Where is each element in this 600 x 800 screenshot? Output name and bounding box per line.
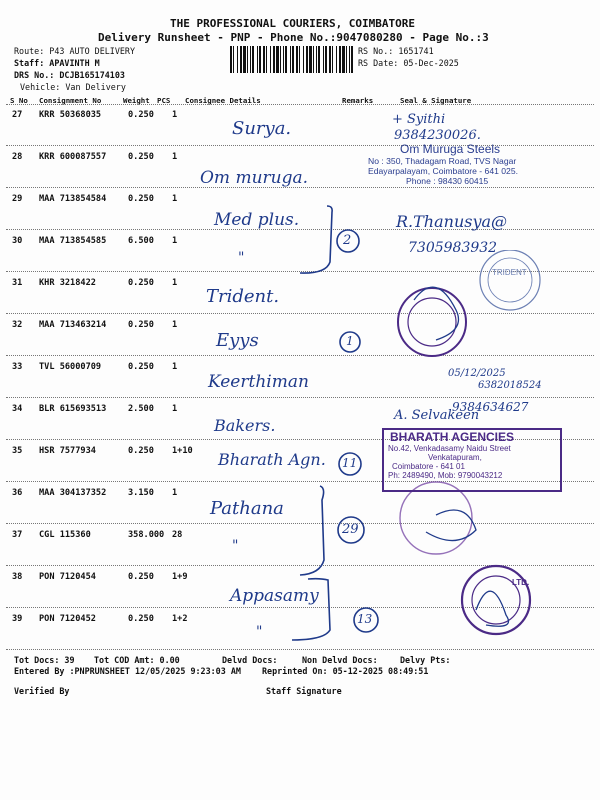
- vehicle-text: Vehicle: Van Delivery: [20, 82, 126, 92]
- row-weight: 3.150: [128, 488, 154, 498]
- handwritten-consignee: Bharath Agn.: [218, 450, 326, 469]
- barcode-bar: [276, 46, 279, 73]
- barcode-bar: [339, 46, 341, 73]
- barcode-bar: [230, 46, 232, 73]
- row-pcs: 1: [172, 236, 178, 246]
- footer-tot-docs: Tot Docs: 39: [14, 655, 75, 665]
- stamp-address: Coimbatore - 641 01: [392, 462, 465, 471]
- stamp-title: BHARATH AGENCIES: [390, 430, 515, 444]
- row-pcs: 1+2: [172, 614, 188, 624]
- row-pcs: 1: [172, 320, 178, 330]
- signature-date: 05/12/2025: [448, 368, 506, 379]
- barcode-bar: [273, 46, 275, 73]
- row-weight: 358.000: [128, 530, 165, 540]
- col-consignment: Consignment No: [39, 96, 102, 105]
- barcode-bar: [303, 46, 304, 73]
- om-muruga-stamp: [368, 142, 518, 186]
- company-title: THE PROFESSIONAL COURIERS, COIMBATORE: [170, 17, 416, 30]
- signature-phone: 9384634627: [452, 400, 529, 414]
- row-sno: 32: [12, 320, 23, 330]
- row-weight: 2.500: [128, 404, 154, 414]
- row-pcs: 1+9: [172, 572, 188, 582]
- row-consignment: PON 7120454: [39, 572, 96, 582]
- footer-delvd-docs: Delvd Docs:: [222, 655, 278, 665]
- footer-entered-by: Entered By :PNPRUNSHEET 12/05/2025 9:23:03 AM: [14, 666, 241, 676]
- barcode-bar: [299, 46, 300, 73]
- barcode-bar: [346, 46, 347, 73]
- footer-reprinted: Reprinted On: 05-12-2025 08:49:51: [262, 666, 429, 676]
- footer-tot-cod: Tot COD Amt: 0.00: [94, 655, 180, 665]
- footer-non-delvd-docs: Non Delvd Docs:: [302, 655, 378, 665]
- handwritten-consignee: Om muruga.: [200, 168, 309, 188]
- row-sno: 39: [12, 614, 23, 624]
- col-sno: S No: [10, 96, 28, 105]
- row-consignment: KHR 3218422: [39, 278, 96, 288]
- handwritten-consignee: Trident.: [206, 286, 280, 307]
- col-consignee: Consignee Details: [185, 96, 261, 105]
- footer-verified-by: Verified By: [14, 686, 70, 696]
- handwritten-consignee: Med plus.: [214, 210, 300, 230]
- row-weight: 0.250: [128, 194, 154, 204]
- row-weight: 6.500: [128, 236, 154, 246]
- barcode: [230, 46, 354, 73]
- barcode-bar: [257, 46, 258, 73]
- footer-delvy-pts: Delvy Pts:: [400, 655, 451, 665]
- handwritten-consignee: Keerthiman: [208, 372, 309, 392]
- barcode-bar: [342, 46, 345, 73]
- row-pcs: 1: [172, 404, 178, 414]
- row-pcs: 1: [172, 194, 178, 204]
- row-sno: 35: [12, 446, 23, 456]
- barcode-bar: [323, 46, 324, 73]
- row-pcs: 1: [172, 362, 178, 372]
- row-sno: 33: [12, 362, 23, 372]
- col-seal: Seal & Signature: [400, 96, 472, 105]
- row-sno: 28: [12, 152, 23, 162]
- row-pcs: 1: [172, 488, 178, 498]
- barcode-bar: [325, 46, 327, 73]
- barcode-bar: [283, 46, 284, 73]
- col-pcs: PCS: [157, 96, 171, 105]
- barcode-bar: [336, 46, 337, 73]
- barcode-bar: [259, 46, 261, 73]
- barcode-bar: [351, 46, 353, 73]
- signature-text: R.Thanusya@: [396, 212, 508, 231]
- row-consignment: HSR 7577934: [39, 446, 96, 456]
- row-consignment: CGL 115360: [39, 530, 91, 540]
- row-weight: 0.250: [128, 446, 154, 456]
- barcode-bar: [329, 46, 331, 73]
- barcode-bar: [252, 46, 254, 73]
- ltd-stamp-text: LTD.: [512, 578, 530, 587]
- row-sno: 30: [12, 236, 23, 246]
- row-consignment: KRR 50368035: [39, 110, 102, 120]
- stamp-phone: Phone : 98430 60415: [406, 176, 489, 186]
- barcode-bar: [309, 46, 312, 73]
- barcode-bar: [266, 46, 267, 73]
- row-sno: 36: [12, 488, 23, 498]
- stamp-address: No.42, Venkadasamy Naidu Street: [388, 444, 511, 453]
- handwritten-consignee: ": [256, 624, 263, 640]
- row-consignment: TVL 56000709: [39, 362, 102, 372]
- group-count: 29: [342, 522, 359, 537]
- handwritten-consignee: Eyys: [216, 330, 259, 351]
- runsheet-subtitle: Delivery Runsheet - PNP - Phone No.:9047080280 - Page No.:3: [98, 31, 489, 44]
- signature-text: A. Selvakeen: [394, 408, 480, 423]
- signature-phone: 6382018524: [478, 380, 542, 391]
- barcode-bar: [237, 46, 238, 73]
- signature-phone: 9384230026.: [394, 128, 481, 143]
- barcode-bar: [316, 46, 317, 73]
- row-weight: 0.250: [128, 362, 154, 372]
- group-count: 11: [342, 456, 358, 470]
- barcode-bar: [247, 46, 248, 73]
- row-consignment: PON 7120452: [39, 614, 96, 624]
- row-consignment: MAA 713463214: [39, 320, 107, 330]
- group-count: 2: [343, 233, 352, 248]
- barcode-bar: [270, 46, 271, 73]
- row-weight: 0.250: [128, 152, 154, 162]
- handwritten-consignee: Pathana: [210, 498, 284, 519]
- barcode-bar: [250, 46, 251, 73]
- barcode-bar: [313, 46, 314, 73]
- barcode-bar: [243, 46, 246, 73]
- handwritten-consignee: Surya.: [232, 118, 292, 139]
- bharath-agencies-stamp: [382, 428, 562, 492]
- rs-date: RS Date: 05-Dec-2025: [358, 58, 459, 68]
- route-text: Route: P43 AUTO DELIVERY: [14, 46, 136, 56]
- handwritten-consignee: Bakers.: [214, 416, 276, 435]
- stamp-address: Venkatapuram,: [428, 453, 482, 462]
- row-consignment: MAA 713854584: [39, 194, 107, 204]
- barcode-bar: [292, 46, 294, 73]
- group-count: 13: [357, 612, 373, 626]
- row-sno: 31: [12, 278, 23, 288]
- barcode-bar: [332, 46, 333, 73]
- row-weight: 0.250: [128, 614, 154, 624]
- col-remarks: Remarks: [342, 96, 374, 105]
- barcode-bar: [349, 46, 350, 73]
- row-consignment: BLR 615693513: [39, 404, 107, 414]
- row-weight: 0.250: [128, 320, 154, 330]
- barcode-bar: [296, 46, 298, 73]
- signature-phone: 7305983932: [408, 240, 498, 256]
- row-pcs: 1+10: [172, 446, 193, 456]
- rs-number: RS No.: 1651741: [358, 46, 434, 56]
- row-consignment: MAA 713854585: [39, 236, 107, 246]
- drs-text: DRS No.: DCJB165174103: [14, 70, 125, 80]
- row-sno: 34: [12, 404, 23, 414]
- barcode-bar: [285, 46, 287, 73]
- handwritten-consignee: ": [232, 538, 239, 554]
- signature-text: + Syithi: [392, 112, 446, 127]
- row-pcs: 1: [172, 110, 178, 120]
- row-pcs: 28: [172, 530, 183, 540]
- row-sno: 29: [12, 194, 23, 204]
- stamp-phone: Ph: 2489490, Mob: 9790043212: [388, 471, 503, 480]
- barcode-bar: [306, 46, 308, 73]
- row-pcs: 1: [172, 152, 178, 162]
- row-weight: 0.250: [128, 278, 154, 288]
- group-count: 1: [346, 334, 354, 348]
- col-weight: Weight: [123, 96, 150, 105]
- barcode-bar: [240, 46, 242, 73]
- handwritten-consignee: Appasamy: [230, 586, 319, 606]
- barcode-bar: [263, 46, 265, 73]
- barcode-bar: [318, 46, 320, 73]
- row-sno: 37: [12, 530, 23, 540]
- row-weight: 0.250: [128, 572, 154, 582]
- row-pcs: 1: [172, 278, 178, 288]
- barcode-bar: [280, 46, 281, 73]
- row-consignment: KRR 600087557: [39, 152, 107, 162]
- row-divider: [6, 104, 594, 105]
- row-weight: 0.250: [128, 110, 154, 120]
- barcode-bar: [233, 46, 234, 73]
- barcode-bar: [290, 46, 291, 73]
- handwritten-consignee: ": [238, 250, 245, 266]
- row-consignment: MAA 304137352: [39, 488, 107, 498]
- stamp-address: No : 350, Thadagam Road, TVS Nagar: [368, 156, 517, 166]
- stamp-address: Edayarpalayam, Coimbatore - 641 025.: [368, 166, 518, 176]
- trident-stamp-text: TRIDENT: [492, 268, 527, 277]
- footer-staff-signature: Staff Signature: [266, 686, 342, 696]
- row-sno: 27: [12, 110, 23, 120]
- stamp-title: Om Muruga Steels: [400, 142, 501, 156]
- row-sno: 38: [12, 572, 23, 582]
- staff-text: Staff: APAVINTH M: [14, 58, 100, 68]
